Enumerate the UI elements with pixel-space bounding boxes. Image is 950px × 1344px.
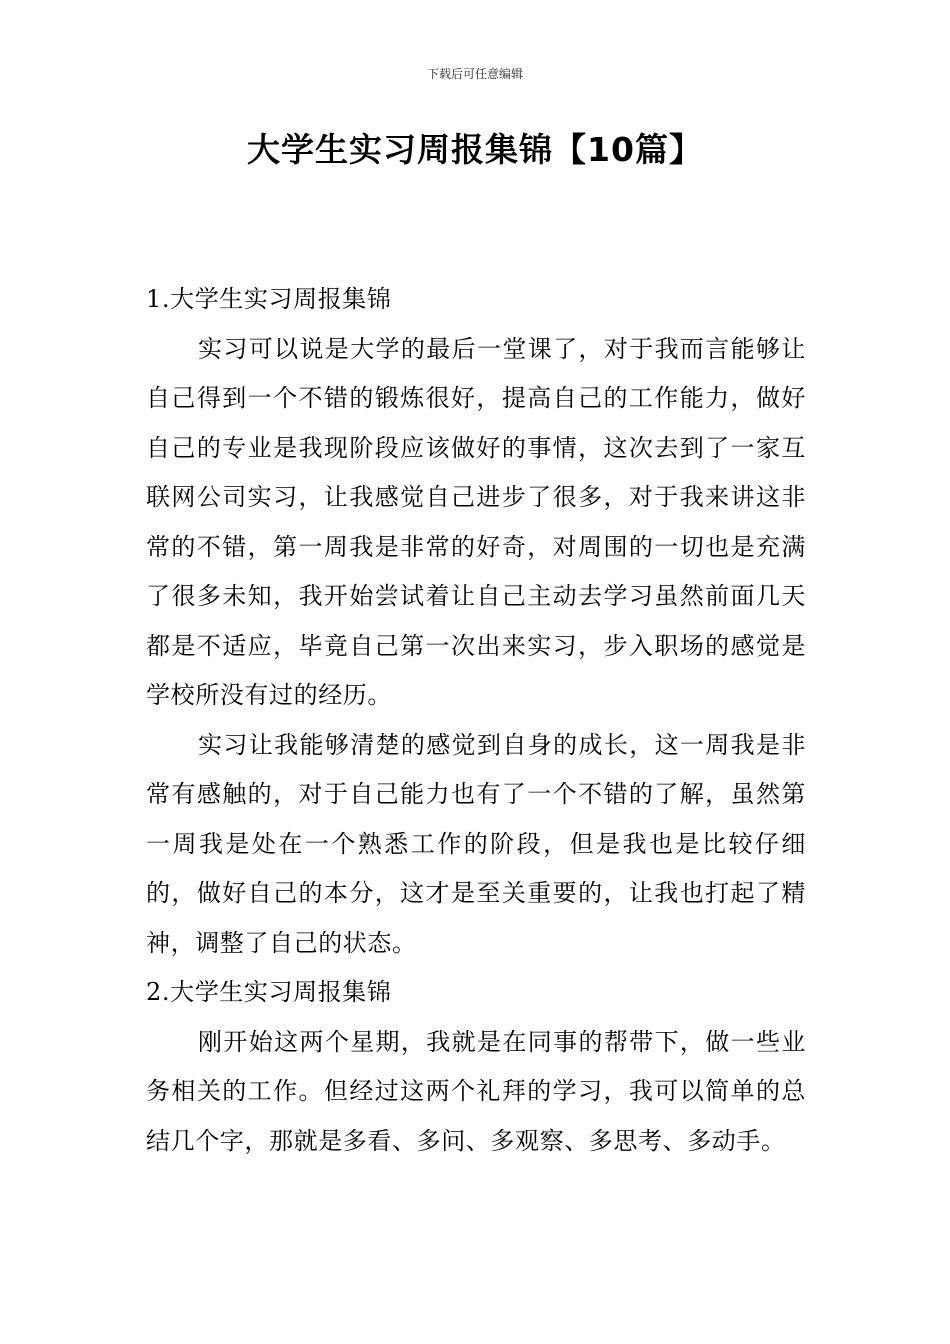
- document-title: 大学生实习周报集锦【10篇】: [247, 130, 703, 169]
- paragraph-1-2: 实习让我能够清楚的感觉到自身的成长，这一周我是非常有感触的，对于自己能力也有了一个不错的了解，虽然第一周我是处在一个熟悉工作的阶段，但是我也是比较仔细的，做好自己的本分，这才是至关重要的，让我也打起了精神，调整了自己的状态。: [146, 730, 806, 957]
- header-note: 下载后可任意编辑: [426, 67, 523, 81]
- document-body: [146, 275, 806, 1166]
- section-heading-2: 2.大学生实习周报集锦: [146, 978, 392, 1006]
- paragraph-2-1: 刚开始这两个星期，我就是在同事的帮带下，做一些业务相关的工作。但经过这两个礼拜的学习，我可以简单的总结几个字，那就是多看、多问、多观察、多思考、多动手。: [146, 1027, 806, 1155]
- section-heading-1: 1.大学生实习周报集锦: [146, 285, 392, 313]
- paragraph-1-1: 实习可以说是大学的最后一堂课了，对于我而言能够让自己得到一个不错的锻炼很好，提高自己的工作能力，做好自己的专业是我现阶段应该做好的事情，这次去到了一家互联网公司实习，让我感觉自己进步了很多，对于我来讲这非常的不错，第一周我是非常的好奇，对周围的一切也是充满了很多未知，我开始尝试着让自己主动去学习虽然前面几天都是不适应，毕竟自己第一次出来实习，步入职场的感觉是学校所没有过的经历。: [146, 334, 806, 709]
